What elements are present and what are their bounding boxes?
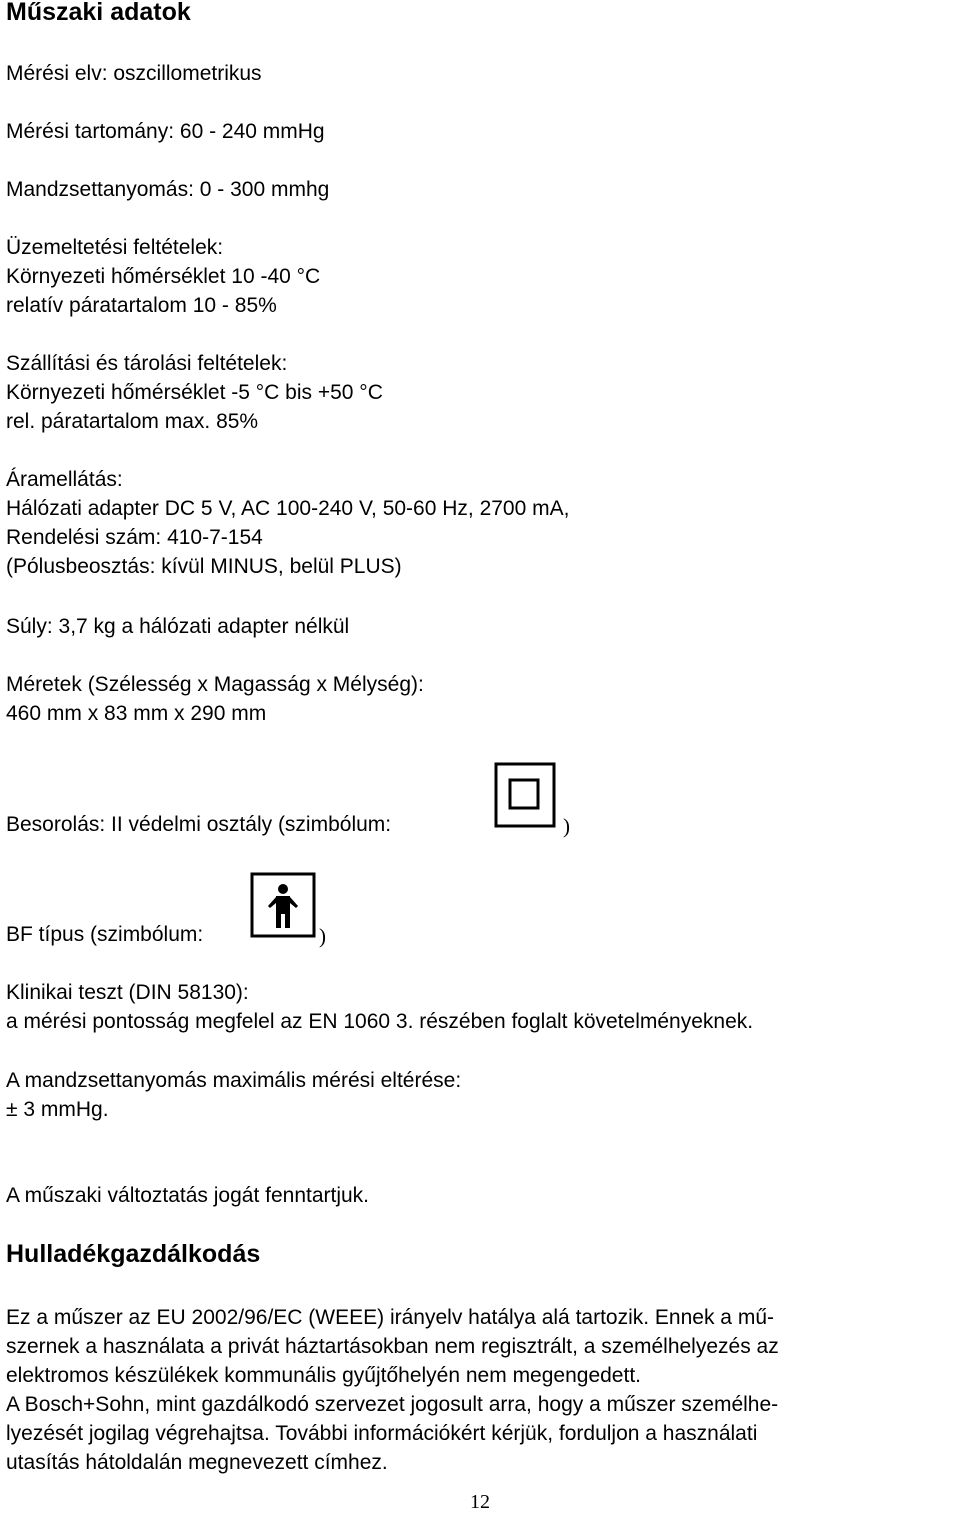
spec-power-title: Áramellátás:	[6, 468, 123, 491]
body-figure-icon	[250, 872, 316, 938]
spec-storage-humidity: rel. páratartalom max. 85%	[6, 410, 259, 433]
spec-clinical-title: Klinikai teszt (DIN 58130):	[6, 981, 249, 1004]
waste-line-1: Ez a műszer az EU 2002/96/EC (WEEE) irányelv hatálya alá tartozik. Ennek a mű-	[6, 1306, 774, 1329]
spec-power-order: Rendelési szám: 410-7-154	[6, 526, 263, 549]
spec-operating-title: Üzemeltetési feltételek:	[6, 236, 224, 259]
page-number: 12	[470, 1491, 490, 1513]
spec-range: Mérési tartomány: 60 - 240 mmHg	[6, 120, 325, 143]
waste-line-2: szernek a használata a privát háztartásokban nem regisztrált, a személhelyezés az	[6, 1335, 779, 1358]
waste-line-3: elektromos készülékek kommunális gyűjtőhelyén nem megengedett.	[6, 1364, 641, 1387]
double-square-icon	[494, 762, 556, 828]
waste-line-6: utasítás hátoldalán megnevezett címhez.	[6, 1451, 388, 1474]
spec-bf-type: BF típus (szimbólum:	[6, 923, 204, 946]
spec-power-adapter: Hálózati adapter DC 5 V, AC 100-240 V, 50-60 Hz, 2700 mA,	[6, 497, 570, 520]
waste-line-5: lyezését jogilag végrehajtsa. További információkért kérjük, forduljon a használati	[6, 1422, 758, 1445]
spec-cuff-pressure: Mandzsettanyomás: 0 - 300 mmhg	[6, 178, 330, 201]
spec-power-polarity: (Pólusbeosztás: kívül MINUS, belül PLUS)	[6, 555, 402, 578]
spec-reserve-rights: A műszaki változtatás jogát fenntartjuk.	[6, 1184, 370, 1207]
spec-operating-temp: Környezeti hőmérséklet 10 -40 °C	[6, 265, 321, 288]
spec-deviation-title: A mandzsettanyomás maximális mérési eltérése:	[6, 1069, 462, 1092]
section-title-waste: Hulladékgazdálkodás	[6, 1240, 261, 1268]
section-title-technical: Műszaki adatok	[6, 0, 191, 26]
spec-storage-temp: Környezeti hőmérséklet -5 °C bis +50 °C	[6, 381, 383, 404]
waste-line-4: A Bosch+Sohn, mint gazdálkodó szervezet jogosult arra, hogy a műszer személhe-	[6, 1393, 779, 1416]
spec-classification: Besorolás: II védelmi osztály (szimbólum:	[6, 813, 392, 836]
spec-dimensions-title: Méretek (Szélesség x Magasság x Mélység):	[6, 673, 424, 696]
spec-principle: Mérési elv: oszcillometrikus	[6, 62, 262, 85]
spec-weight: Súly: 3,7 kg a hálózati adapter nélkül	[6, 615, 350, 638]
classification-close: )	[563, 814, 570, 838]
spec-operating-humidity: relatív páratartalom 10 - 85%	[6, 294, 277, 317]
bf-close: )	[319, 924, 326, 948]
spec-clinical-text: a mérési pontosság megfelel az EN 1060 3. részében foglalt követelményeknek.	[6, 1010, 754, 1033]
spec-deviation-value: ± 3 mmHg.	[6, 1098, 109, 1121]
spec-storage-title: Szállítási és tárolási feltételek:	[6, 352, 288, 375]
spec-dimensions-value: 460 mm x 83 mm x 290 mm	[6, 702, 267, 725]
